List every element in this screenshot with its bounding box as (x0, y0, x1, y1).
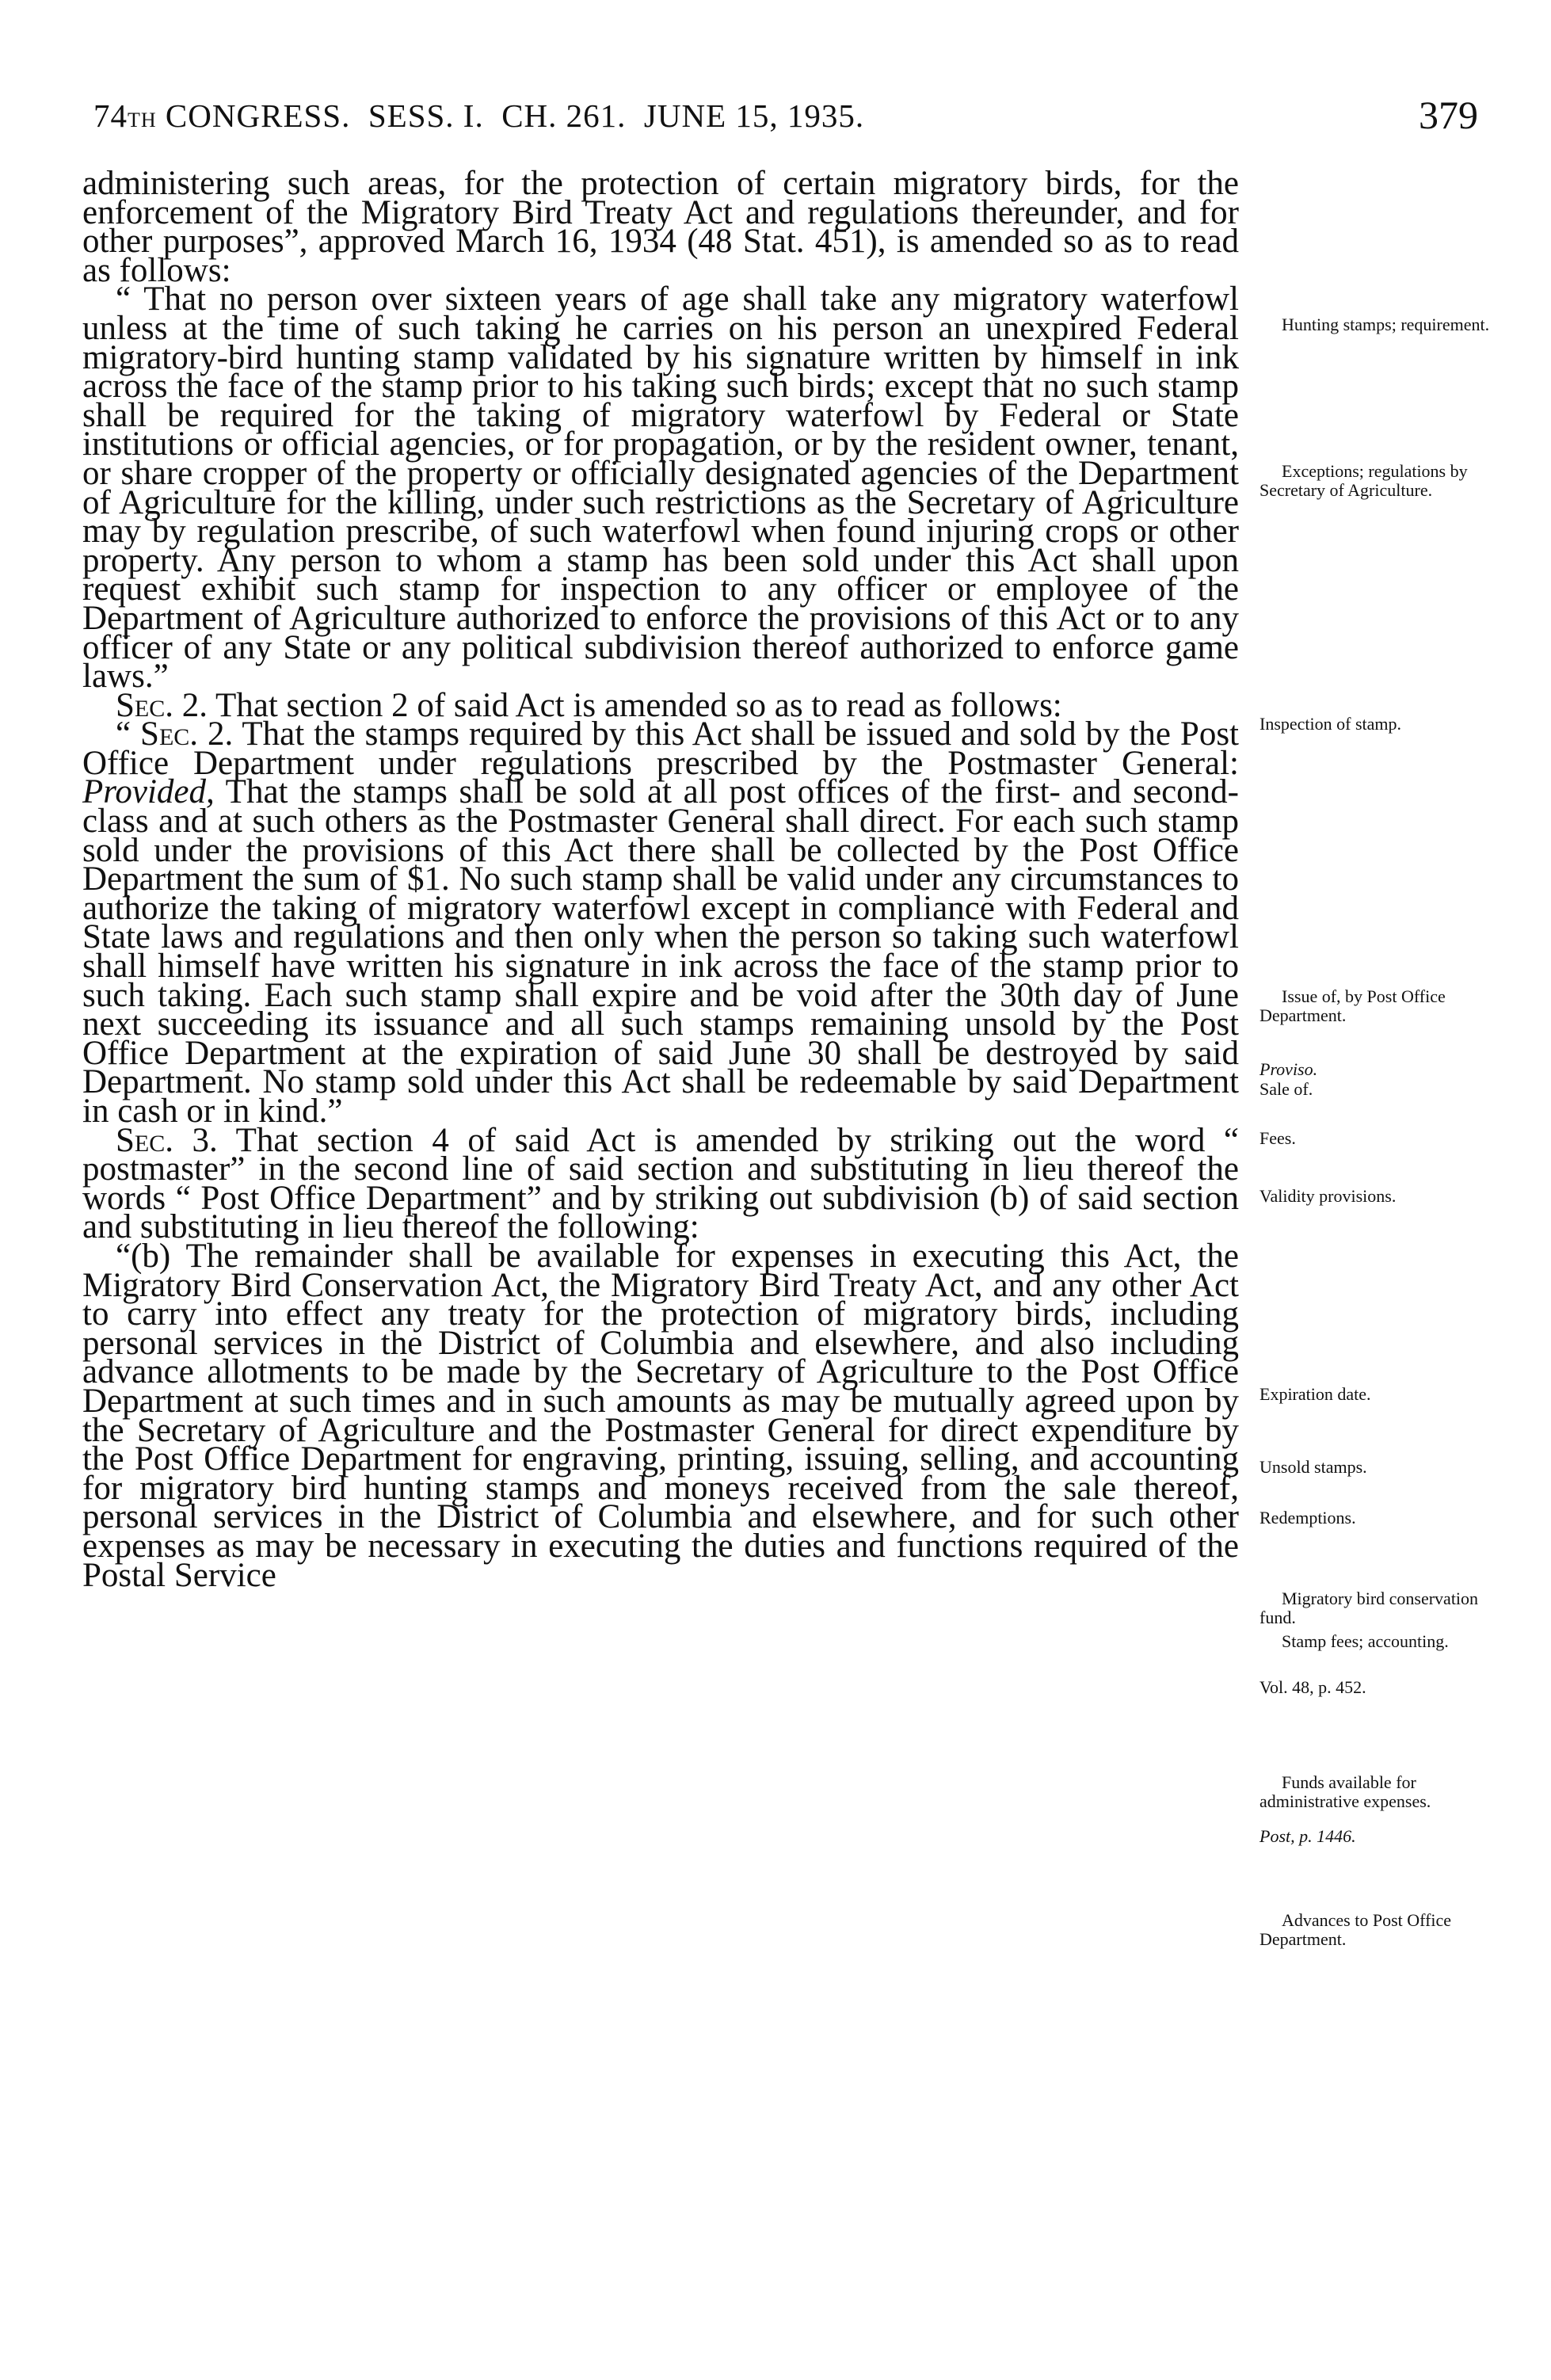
page-header (93, 93, 1478, 144)
section-text: That section 4 of said Act is amended by striking out the word “ postmaster” in the second line of said section and substituting in lieu thereof the words “ Post Office Department” and by striking out subdivision (b) of said section and substituting in lieu thereof the following: (82, 1121, 1239, 1246)
section-text-b: That the stamps shall be sold at all post offices of the first- and second-class and at such others as the Postmaster General shall direct. For each such stamp sold under the provisions of this Act there shall be collected by the Post Office Department the sum of $1. No such stamp shall be valid under any circumstances to authorize the taking of migratory waterfowl except in compliance with Federal and State laws and regulations and then only when the person so taking such waterfowl shall himself have written his signature in ink across the face of the stamp prior to such taking. Each such stamp shall expire and be void after the 30th day of June next succeeding its issuance and all such stamps remaining unsold by the Post Office Department at the expiration of said June 30 shall be destroyed by said Department. No stamp sold under this Act shall be redeemable by said Department in cash or in kind.” (82, 773, 1239, 1130)
margin-note-stamp-fees: Stamp fees; accounting. (1282, 1631, 1449, 1651)
open-quote: “ (116, 715, 141, 753)
margin-note-conservation-fund: Migratory bird conservation fund. (1259, 1589, 1479, 1627)
margin-note-post-reference: Post, p. 1446. (1259, 1826, 1356, 1846)
paragraph-section-3-amendment (82, 1121, 1239, 1246)
margin-note-fees: Fees. (1259, 1128, 1296, 1148)
margin-note-proviso: Proviso. (1259, 1059, 1318, 1079)
section-text-a: That the stamps required by this Act shall be issued and sold by the Post Office Department under regulations prescribed by the Postmaster General: (82, 715, 1240, 782)
margin-note-unsold: Unsold stamps. (1259, 1457, 1367, 1477)
page-number: 379 (1419, 93, 1478, 137)
running-head (93, 97, 864, 135)
margin-note-inspection: Inspection of stamp. (1259, 714, 1402, 734)
margin-note-hunting-stamps: Hunting stamps; requirement. (1282, 315, 1490, 334)
section-label: Sec. 3. (116, 1121, 218, 1159)
section-label: Sec. 2. (116, 686, 208, 724)
provided-word: Provided, (82, 773, 215, 811)
margin-note-funds-available: Funds available for administrative expenses. (1259, 1772, 1431, 1811)
section-label: Sec. 2. (140, 715, 234, 753)
paragraph-section-2-text (82, 715, 1240, 1130)
margin-note-volume-reference: Vol. 48, p. 452. (1259, 1677, 1366, 1697)
margin-note-expiration: Expiration date. (1259, 1384, 1371, 1404)
margin-note-sale-of: Sale of. (1259, 1079, 1313, 1099)
margin-note-validity: Validity provisions. (1259, 1186, 1397, 1206)
margin-note-advances: Advances to Post Office Department. (1259, 1910, 1452, 1949)
statute-body (82, 165, 1240, 1594)
paragraph-subdivision-b: “(b) The remainder shall be available for expenses in executing this Act, the Migratory Bird Conservation Act, the Migratory Bird Treaty Act, and any other Act to carry into effect any treaty for the protection of migratory birds, including personal services in the District of Columbia and elsewhere, and also including advance allotments to be made by the Secretary of Agriculture to the Post Office Department at such times and in such amounts as may be mutually agreed upon by the Secretary of Agriculture and the Postmaster General for direct expenditure by the Post Office Department for engraving, printing, issuing, selling, and accounting for migratory bird hunting stamps and moneys received from the sale thereof, personal services in the District of Columbia and elsewhere, and for such other expenses as may be necessary in executing the duties and functions required of the Postal Service (82, 1237, 1239, 1594)
margin-note-issue: Issue of, by Post Office Department. (1259, 986, 1446, 1025)
ordinal-suffix: TH (128, 109, 157, 132)
running-head-text: CONGRESS. SESS. I. CH. 261. JUNE 15, 1935. (156, 97, 865, 134)
margin-note-redemptions: Redemptions. (1259, 1508, 1356, 1528)
section-text: That section 2 of said Act is amended so as to read as follows: (208, 686, 1062, 724)
margin-note-exceptions: Exceptions; regulations by Secretary of Agriculture. (1259, 461, 1468, 500)
paragraph-continuation: administering such areas, for the protection of certain migratory birds, for the enforcement of the Migratory Bird Treaty Act and regulations thereunder, and for other purposes”, approved March 16, 1934 (48 Stat. 451), is amended so as to read as follows: (82, 165, 1239, 289)
paragraph-hunting-stamp-requirement: “ That no person over sixteen years of age shall take any migratory waterfowl unless at the time of such taking he carries on his person an unexpired Federal migratory-bird hunting stamp validated by his signature written by himself in ink across the face of the stamp prior to his taking such birds; except that no such stamp shall be required for the taking of migratory waterfowl by Federal or State institutions or official agencies, or for propagation, or by the resident owner, tenant, or share cropper of the property or officially designated agencies of the Department of Agriculture for the killing, under such restrictions as the Secretary of Agriculture may by regulation prescribe, of such waterfowl when found injuring crops or other property. Any person to whom a stamp has been sold under this Act shall upon request exhibit such stamp for inspection to any officer or employee of the Department of Agriculture authorized to enforce the provisions of this Act or to any officer of any State or any political subdivision thereof authorized to enforce game laws.” (82, 280, 1239, 696)
congress-number: 74 (93, 97, 128, 134)
